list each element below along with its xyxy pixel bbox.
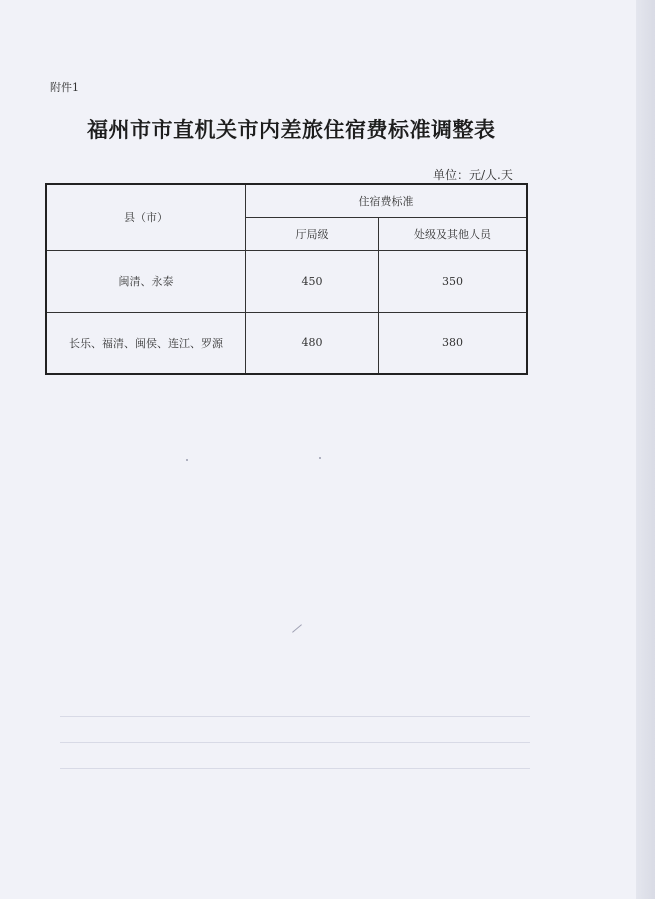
row-bureau-rate: 450 xyxy=(246,250,379,312)
accommodation-rate-table xyxy=(45,183,528,375)
header-bureau-level: 厅局级 xyxy=(246,217,379,250)
bleed-through-line xyxy=(60,742,530,743)
scan-speck xyxy=(319,457,321,459)
header-other-staff: 处级及其他人员 xyxy=(379,217,528,250)
header-group: 住宿费标准 xyxy=(246,184,528,217)
bleed-through-line xyxy=(60,768,530,769)
table-header-row xyxy=(46,184,527,217)
scan-speck xyxy=(186,459,188,461)
row-other-rate: 380 xyxy=(379,312,528,374)
document-title: 福州市市直机关市内差旅住宿费标准调整表 xyxy=(87,117,496,142)
page-edge xyxy=(636,0,655,899)
row-other-rate: 350 xyxy=(379,250,528,312)
scan-mark xyxy=(292,624,302,632)
row-county: 闽清、永泰 xyxy=(46,250,246,312)
bleed-through-line xyxy=(60,716,530,717)
row-bureau-rate: 480 xyxy=(246,312,379,374)
row-county: 长乐、福清、闽侯、连江、罗源 xyxy=(46,312,246,374)
header-county: 县（市） xyxy=(46,184,246,250)
unit-label: 单位：元/人.天 xyxy=(433,168,513,182)
attachment-label: 附件1 xyxy=(50,81,79,94)
table-row xyxy=(46,250,527,312)
table-row xyxy=(46,312,527,374)
